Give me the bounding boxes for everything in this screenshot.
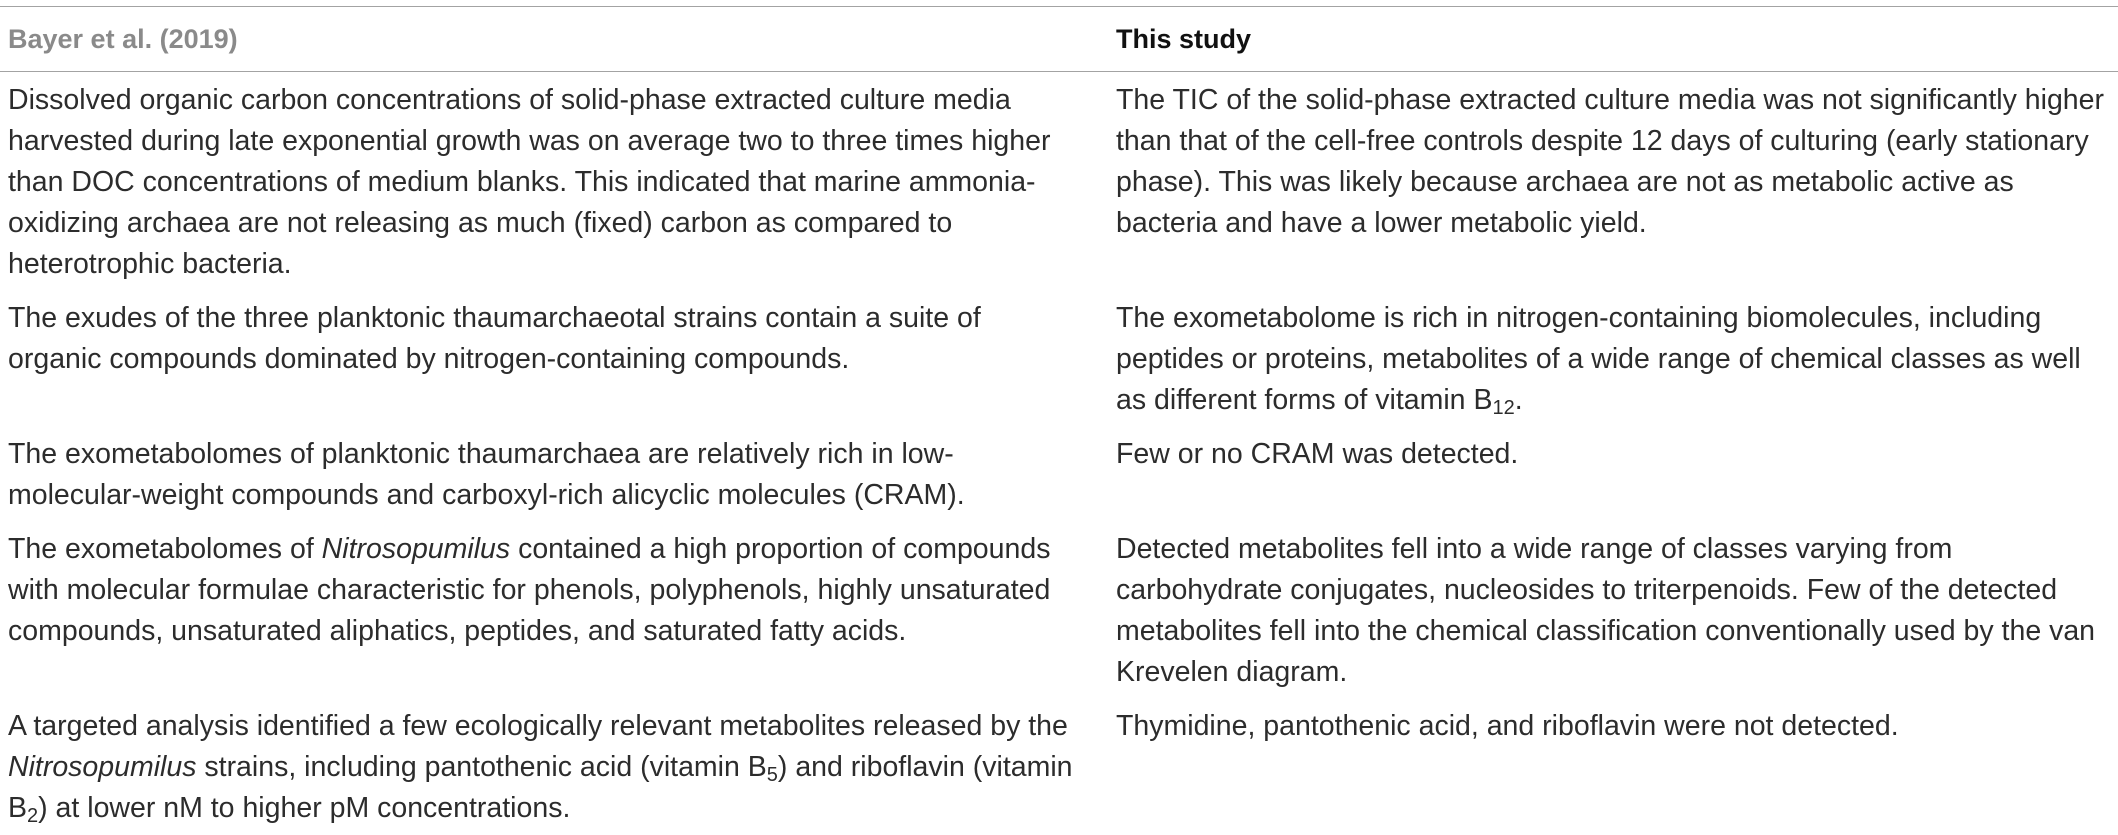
cell-study-tic: The TIC of the solid-phase extracted culture media was not significantly higher than that of the cell-free controls despite 12 days of culturing (early stationary phase). This was likely because archaea are not as metabolic active as bacteria and have a lower metabolic yield. [1108,72,2118,291]
column-header-this-study: This study [1108,7,2118,72]
cell-bayer-dissolved-organic-carbon: Dissolved organic carbon concentrations of solid-phase extracted culture media harvested during late exponential growth was on average two to three times higher than DOC concentrations of medium blanks. This indicated that marine ammonia-oxidizing archaea are not releasing as much (fixed) carbon as compared to heterotrophic bacteria. [0,72,1108,291]
cell-study-cram: Few or no CRAM was detected. [1108,426,2118,521]
cell-text: ) and riboflavin (vitamin B [8,751,1073,824]
species-name: Nitrosopumilus [8,751,196,783]
table-row [0,72,2118,291]
cell-study-exometabolome [1108,290,2118,426]
subscript: 2 [27,805,38,827]
cell-text: The exometabolome is rich in nitrogen-containing biomolecules, including peptides or proteins, metabolites of a wide range of chemical classes as well as different forms of vitamin B [1116,302,2081,416]
subscript: 12 [1492,397,1514,419]
table-row [0,426,2118,521]
table-header [0,7,2118,72]
cell-text: A targeted analysis identified a few ecologically relevant metabolites released by the [8,710,1068,742]
cell-text: ) at lower nM to higher pM concentrations. [38,792,570,824]
cell-bayer-cram: The exometabolomes of planktonic thaumarchaea are relatively rich in low-molecular-weight compounds and carboxyl-rich alicyclic molecules (CRAM). [0,426,1108,521]
cell-bayer-molecular-formulae [0,521,1108,698]
cell-text: strains, including pantothenic acid (vitamin B [196,751,766,783]
column-header-bayer-2019: Bayer et al. (2019) [0,7,1108,72]
comparison-table-container [0,6,2118,835]
header-row [0,7,2118,72]
cell-text: The exometabolomes of [8,533,322,565]
cell-study-metabolite-classes: Detected metabolites fell into a wide range of classes varying from carbohydrate conjugates, nucleosides to triterpenoids. Few of the detected metabolites fell into the chemical classification conventionally used by the van Krevelen diagram. [1108,521,2118,698]
table-row [0,698,2118,835]
subscript: 5 [767,764,778,786]
table-body [0,72,2118,835]
table-row [0,521,2118,698]
cell-study-not-detected: Thymidine, pantothenic acid, and riboflavin were not detected. [1108,698,2118,835]
cell-bayer-exudes: The exudes of the three planktonic thaumarchaeotal strains contain a suite of organic compounds dominated by nitrogen-containing compounds. [0,290,1108,426]
cell-text: contained a high proportion of compounds with molecular formulae characteristic for phenols, polyphenols, highly unsaturated compounds, unsaturated aliphatics, peptides, and saturated fatty acids. [8,533,1050,647]
table-row [0,290,2118,426]
comparison-table [0,6,2118,835]
cell-text: . [1515,384,1523,416]
species-name: Nitrosopumilus [322,533,510,565]
cell-bayer-targeted-analysis [0,698,1108,835]
